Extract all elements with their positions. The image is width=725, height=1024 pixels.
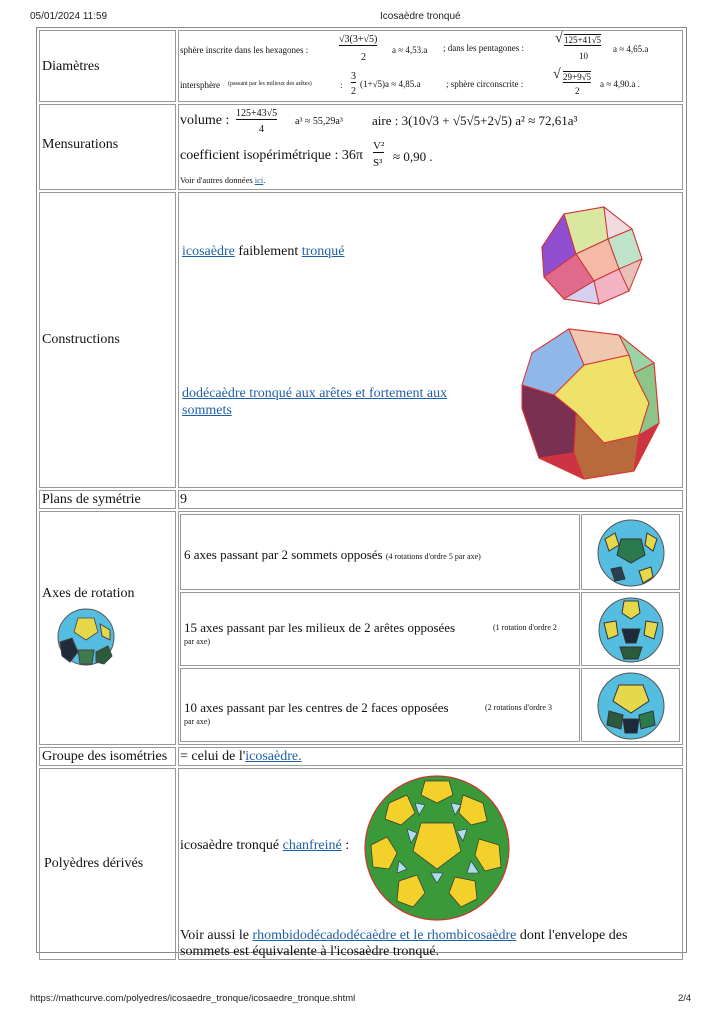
axis-5-fold-ball-image xyxy=(595,517,667,589)
diam-l1-b: ; dans les pentagones : xyxy=(443,43,524,53)
diam-l2-b: ; sphère circonscrite : xyxy=(446,79,524,89)
axis-3-small2: par axe) xyxy=(184,717,210,726)
axis-3-fold-ball-image xyxy=(595,671,667,741)
diam-l1-f2: 125+41√5 xyxy=(564,35,602,45)
voir-label: Voir d'autres données xyxy=(180,175,253,185)
axis-3-main: 10 axes passant par les centres de 2 faces opposées xyxy=(184,700,449,715)
groupe-text: = celui de l' xyxy=(180,749,246,764)
vol-den: 4 xyxy=(259,124,264,135)
voir-end: . xyxy=(263,175,266,185)
vol-val: a³ ≈ 55,29a³ xyxy=(295,116,343,127)
diam-l2-v1: (1+√5)a ≈ 4,85.a xyxy=(360,79,421,89)
derive-1 xyxy=(180,838,349,854)
print-page-number: 2/4 xyxy=(678,993,692,1004)
diam-l2-small: (passant par les milieux des arêtes) xyxy=(228,81,312,87)
print-datetime: 05/01/2024 11:59 xyxy=(30,11,108,22)
diam-l1-d1: 2 xyxy=(361,52,366,63)
aire: aire : 3(10√3 + √5√5+2√5) a² ≈ 72,61a³ xyxy=(372,113,578,128)
chamfered-truncated-icosahedron-image xyxy=(359,773,515,923)
coef-val: ≈ 0,90 . xyxy=(393,149,433,164)
label-axes: Axes de rotation xyxy=(42,586,135,601)
vol-label: volume : xyxy=(180,113,230,128)
link-icosaedre[interactable]: icosaèdre xyxy=(182,244,235,259)
row-constructions-value-cell xyxy=(178,192,683,488)
row-groupe-label-cell xyxy=(39,747,176,766)
diam-l2-d1: 2 xyxy=(351,86,356,97)
diam-l2-f2: 29+9√5 xyxy=(563,72,592,82)
derive-2 xyxy=(180,928,627,944)
diam-l2-a: intersphère xyxy=(180,80,220,90)
vol-num: 125+43√5 xyxy=(236,108,278,119)
label-groupe: Groupe des isométries xyxy=(42,749,168,764)
groupe-value xyxy=(180,749,302,765)
diam-l1-f1: √3(3+√5) xyxy=(339,34,378,45)
print-url: https://mathcurve.com/polyedres/icosaedre_tronque/icosaedre_tronque.shtml xyxy=(30,993,356,1004)
link-chanfreine[interactable]: chanfreiné xyxy=(282,838,342,853)
link-icosaedre-groupe[interactable]: icosaèdre. xyxy=(245,749,302,764)
axis-2-small2: par axe) xyxy=(184,637,210,646)
coef-label: coefficient isopérimétrique : 36π xyxy=(180,148,363,163)
axis-row-3 xyxy=(180,668,580,742)
row-plans-value-cell xyxy=(178,490,683,509)
voir-text xyxy=(180,175,265,185)
sqrt-sign: √ xyxy=(553,67,561,82)
link-tronque[interactable]: tronqué xyxy=(301,244,345,259)
properties-table xyxy=(36,27,687,959)
print-title: Icosaèdre tronqué xyxy=(380,11,461,22)
derive-1-end: : xyxy=(345,838,350,853)
label-mensurations: Mensurations xyxy=(42,137,119,152)
row-mensurations-label-cell xyxy=(39,104,176,190)
axis-row-1 xyxy=(180,514,580,590)
row-axes-value-cell xyxy=(178,511,683,745)
coef-den: S³ xyxy=(373,157,383,169)
axis-image-3-cell xyxy=(581,668,680,742)
truncated-icosahedron-ball-icon xyxy=(56,606,116,668)
row-constructions-label-cell xyxy=(39,192,176,488)
link-rhombidodecadodecaedre[interactable]: rhombidodécadodécaèdre et le rhombicosaèdre xyxy=(252,928,517,943)
row-axes-label-cell xyxy=(39,511,176,745)
axis-2-small1: (1 rotation d'ordre 2 xyxy=(493,623,557,632)
voir-link-ici[interactable]: ici xyxy=(254,175,264,185)
construction-1-text: faiblement xyxy=(238,244,299,259)
truncated-dodecahedron-image xyxy=(514,323,664,483)
row-diametres-value-cell xyxy=(178,30,683,102)
plans-value: 9 xyxy=(180,492,187,507)
link-dodecaedre-tronque-l2[interactable]: sommets xyxy=(182,403,232,418)
axis-1-text xyxy=(184,547,481,563)
diam-l1-v2: a ≈ 4,65.a xyxy=(613,44,649,54)
diam-l2-d2: 2 xyxy=(575,86,580,96)
axis-1-small: (4 rotations d'ordre 5 par axe) xyxy=(385,552,481,561)
axis-row-2 xyxy=(180,592,580,666)
label-derives: Polyèdres dérivés xyxy=(44,856,144,871)
axis-2-fold-ball-image xyxy=(596,595,666,665)
link-dodecaedre-tronque-l1[interactable]: dodécaèdre tronqué aux arêtes et fortement aux xyxy=(182,386,448,401)
axis-image-1-cell xyxy=(581,514,680,590)
derive-1-text: icosaèdre tronqué xyxy=(180,838,280,853)
row-derives-label-cell xyxy=(39,768,176,960)
diam-l1-v1: a ≈ 4,53.a xyxy=(392,45,428,55)
row-diametres-label-cell xyxy=(39,30,176,102)
sqrt-sign: √ xyxy=(555,31,563,46)
diam-l2-colon: : xyxy=(340,80,343,90)
derive-2-text: Voir aussi le xyxy=(180,928,249,943)
diam-l1-a: sphère inscrite dans les hexagones : xyxy=(180,45,309,55)
axis-2-main: 15 axes passant par les milieux de 2 arêtes opposées xyxy=(184,620,456,635)
row-plans-label-cell xyxy=(39,490,176,509)
derive-2-end: dont l'envelope des xyxy=(519,928,628,943)
label-plans: Plans de symétrie xyxy=(42,492,141,507)
coef-num: V² xyxy=(373,140,385,152)
label-constructions: Constructions xyxy=(42,332,120,347)
label-diametres: Diamètres xyxy=(42,59,100,74)
row-groupe-value-cell xyxy=(178,747,683,766)
axis-image-2-cell xyxy=(581,592,680,666)
axis-3-small1: (2 rotations d'ordre 3 xyxy=(485,703,552,712)
weakly-truncated-icosahedron-image xyxy=(524,199,654,309)
row-derives-value-cell xyxy=(178,768,683,960)
diam-l2-f1: 3 xyxy=(351,71,356,82)
diam-l1-d2: 10 xyxy=(579,51,588,61)
diam-l2-v2: a ≈ 4,90.a . xyxy=(600,79,640,89)
construction-1 xyxy=(182,244,345,260)
axis-1-main: 6 axes passant par 2 sommets opposés xyxy=(184,547,383,562)
derive-3: sommets est équivalente à l'icosaèdre tronqué. xyxy=(180,944,440,959)
row-mensurations-value-cell xyxy=(178,104,683,190)
